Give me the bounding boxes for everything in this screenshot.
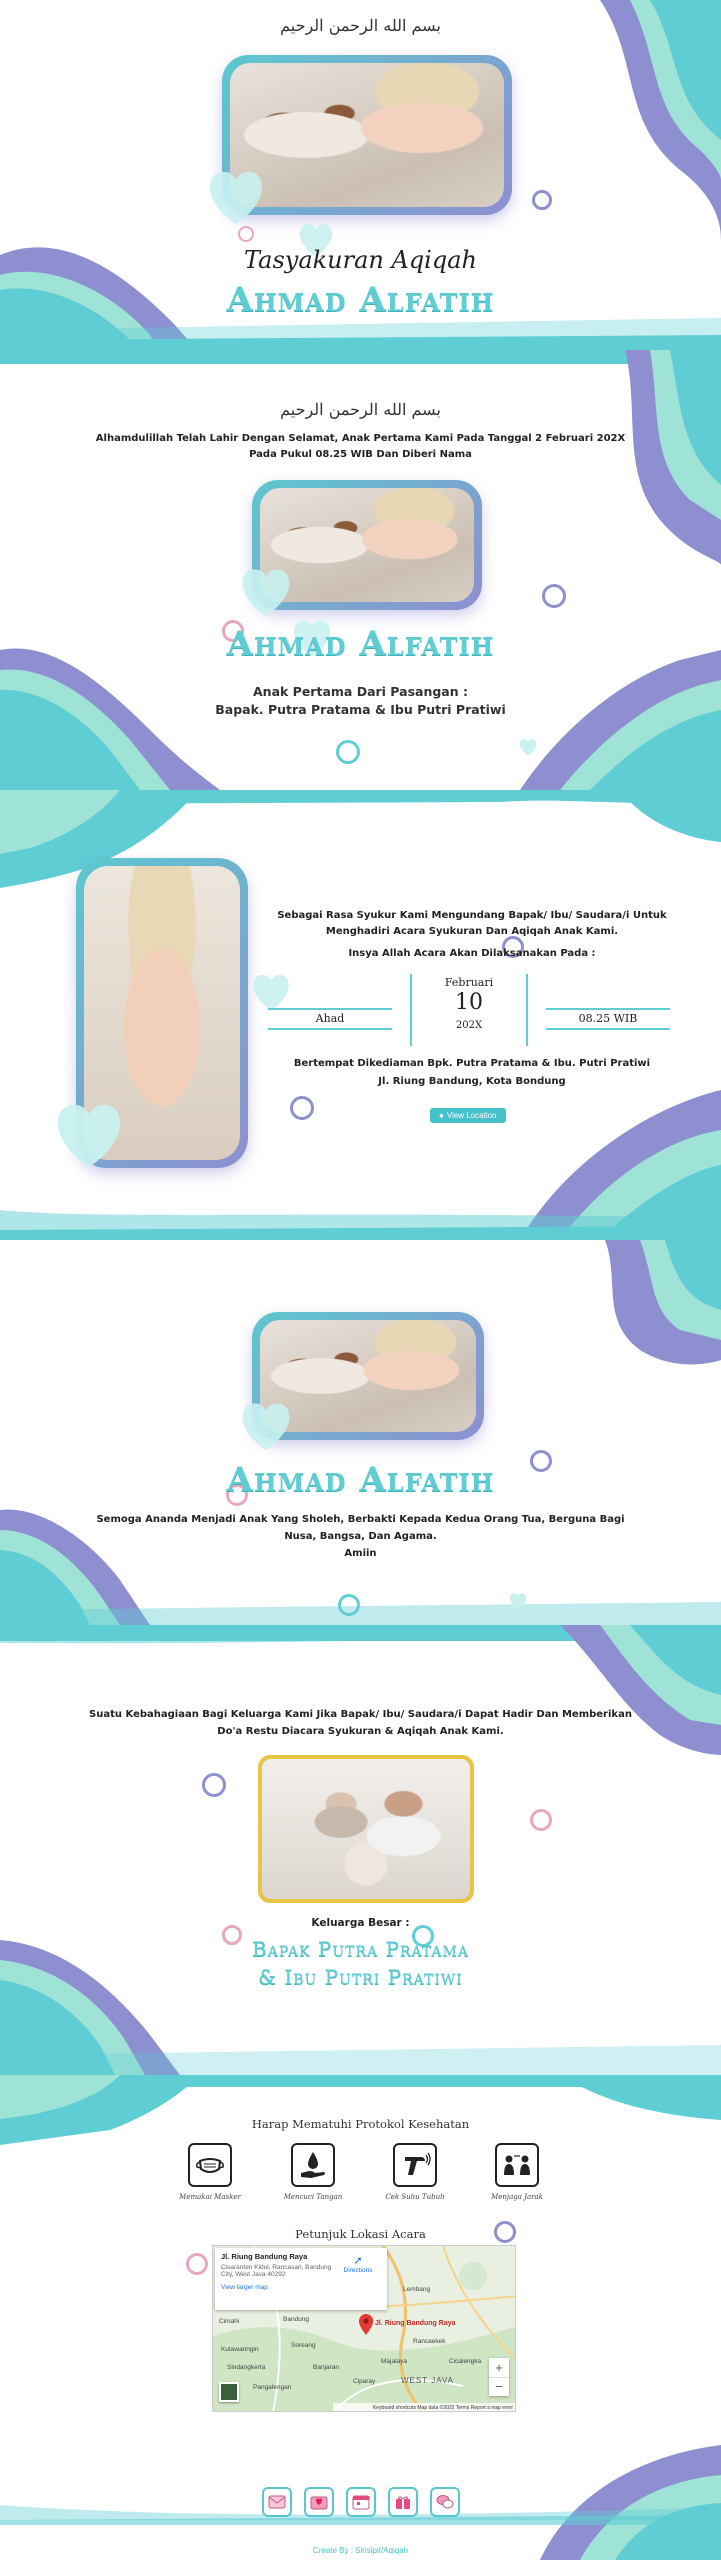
protocol-label-distance: Menjaga Jarak bbox=[491, 2193, 543, 2201]
place-line-2: Jl. Riung Bandung, Kota Bondung bbox=[378, 1076, 566, 1087]
thermometer-icon bbox=[393, 2143, 437, 2187]
bismillah-calligraphy: بسم الله الرحمن الرحيم bbox=[280, 16, 441, 35]
cover-section bbox=[0, 0, 721, 350]
announcement-line-1: Alhamdulillah Telah Lahir Dengan Selamat, Anak Pertama Kami Pada Tanggal 2 Februari 202X bbox=[95, 433, 626, 444]
event-year: 202X bbox=[455, 1020, 483, 1031]
cover-subtitle: Tasyakuran Aqiqah bbox=[243, 246, 477, 274]
mask-icon bbox=[188, 2143, 232, 2187]
chat-icon[interactable] bbox=[430, 2487, 460, 2517]
ring-decoration bbox=[202, 1773, 226, 1797]
map-pin-icon: ● bbox=[439, 1111, 444, 1120]
map-town: Soreang bbox=[291, 2342, 316, 2349]
map-address-line-1: Cisaranten Kidul, Rancasari, Bandung bbox=[221, 2264, 332, 2271]
prayer-amen: Amiin bbox=[344, 1548, 377, 1559]
map-region-label: WEST JAVA bbox=[401, 2376, 455, 2385]
announcement-line-2: Pada Pukul 08.25 WIB Dan Diberi Nama bbox=[249, 449, 472, 460]
ring-decoration bbox=[532, 190, 552, 210]
zoom-out-button[interactable]: − bbox=[489, 2377, 509, 2396]
ring-decoration bbox=[336, 740, 360, 764]
protocol-map-section bbox=[0, 2075, 721, 2560]
prayer-section bbox=[0, 1240, 721, 1625]
heart-icon bbox=[238, 1400, 294, 1452]
bottom-nav bbox=[262, 2487, 460, 2521]
mail-icon[interactable] bbox=[262, 2487, 292, 2517]
map-footer: Keyboard shortcuts Map data ©2022 Terms Report a map error bbox=[333, 2403, 516, 2412]
distance-icon bbox=[495, 2143, 539, 2187]
view-location-label: View Location bbox=[446, 1111, 497, 1120]
map-town: Banjaran bbox=[313, 2364, 340, 2371]
heart-icon bbox=[518, 738, 538, 756]
time-line-top bbox=[546, 1008, 670, 1010]
intro-section bbox=[0, 350, 721, 790]
map-town: Pangalengan bbox=[253, 2384, 292, 2391]
date-divider-right bbox=[526, 974, 528, 1046]
family-photo-frame bbox=[258, 1755, 474, 1903]
baby-photo bbox=[230, 63, 504, 207]
map-place-name: Jl. Riung Bandung Raya bbox=[221, 2252, 308, 2261]
heart-mail-icon[interactable] bbox=[304, 2487, 334, 2517]
zoom-in-button[interactable]: + bbox=[495, 2360, 503, 2375]
parents-label: Anak Pertama Dari Pasangan : bbox=[253, 684, 468, 699]
parents-names: Bapak. Putra Pratama & Ibu Putri Pratiwi bbox=[215, 702, 506, 717]
event-section bbox=[0, 790, 721, 1240]
protocol-label-thermometer: Cek Suhu Tubuh bbox=[385, 2193, 445, 2201]
map-town: Kutawaringin bbox=[221, 2346, 259, 2353]
map-town: Rancaekek bbox=[413, 2338, 446, 2345]
ring-decoration bbox=[338, 1594, 360, 1616]
ring-decoration bbox=[290, 1096, 314, 1120]
embedded-map[interactable] bbox=[212, 2245, 516, 2412]
event-day: Ahad bbox=[315, 1012, 345, 1025]
map-town: Bandung bbox=[283, 2316, 310, 2323]
satellite-toggle[interactable] bbox=[219, 2382, 239, 2402]
map-title: Petunjuk Lokasi Acara bbox=[295, 2227, 426, 2241]
day-line-top bbox=[268, 1008, 392, 1010]
directions-button[interactable] bbox=[335, 2254, 381, 2274]
protocol-title: Harap Mematuhi Protokol Kesehatan bbox=[251, 2117, 470, 2131]
handwash-icon bbox=[291, 2143, 335, 2187]
ring-decoration bbox=[530, 1809, 552, 1831]
family-name-line-2: & Ibu Putri Pratiwi bbox=[258, 1965, 463, 1989]
zoom-controls bbox=[489, 2358, 509, 2396]
map-town: Lembang bbox=[403, 2286, 431, 2293]
event-time: 08.25 WIB bbox=[578, 1012, 638, 1025]
prayer-name: Ahmad Alfatih bbox=[226, 1460, 495, 1500]
ring-decoration bbox=[238, 226, 254, 242]
invite-line-2: Menghadiri Acara Syukuran Dan Aqiqah Anak Kami. bbox=[325, 926, 619, 937]
closing-line-1: Suatu Kebahagiaan Bagi Keluarga Kami Jika Bapak/ Ibu/ Saudara/i Dapat Hadir Dan Memberikan bbox=[89, 1709, 632, 1720]
time-line-bottom bbox=[546, 1028, 670, 1030]
insya-allah-text: Insya Allah Acara Akan Dilaksanakan Pada : bbox=[348, 948, 596, 959]
map-town: Ciparay bbox=[353, 2378, 376, 2385]
prayer-line-2: Nusa, Bangsa, Dan Agama. bbox=[284, 1531, 437, 1542]
view-larger-map-link[interactable]: View larger map bbox=[221, 2284, 268, 2291]
place-line-1: Bertempat Dikediaman Bpk. Putra Pratama & Ibu. Putri Pratiwi bbox=[293, 1058, 651, 1069]
calendar-icon[interactable] bbox=[346, 2487, 376, 2517]
protocol-label-handwash: Mencuci Tangan bbox=[283, 2193, 343, 2201]
map-town: Sindangkerta bbox=[227, 2364, 266, 2371]
closing-line-2: Do'a Restu Diacara Syukuran & Aqiqah Anak Kami. bbox=[217, 1726, 504, 1737]
map-town: Cicalengka bbox=[449, 2358, 482, 2365]
view-location-button[interactable] bbox=[430, 1108, 506, 1123]
directions-label: Directions bbox=[343, 2267, 373, 2274]
map-address-line-2: City, West Java 40292 bbox=[221, 2271, 286, 2278]
gift-icon[interactable] bbox=[388, 2487, 418, 2517]
ring-decoration bbox=[494, 2221, 516, 2243]
heart-icon bbox=[205, 168, 267, 226]
prayer-line-1: Semoga Ananda Menjadi Anak Yang Sholeh, Berbakti Kepada Kedua Orang Tua, Berguna Bagi bbox=[96, 1514, 625, 1525]
heart-icon bbox=[508, 1592, 528, 1610]
protocol-label-mask: Memakai Masker bbox=[179, 2193, 241, 2201]
map-pin-label: Jl. Riung Bandung Raya bbox=[375, 2320, 456, 2327]
bismillah-calligraphy: بسم الله الرحمن الرحيم bbox=[280, 400, 441, 419]
intro-name: Ahmad Alfatih bbox=[226, 624, 495, 664]
footer-credit: Create By : Sirisipit/Aqiqah bbox=[312, 2546, 409, 2555]
invite-line-1: Sebagai Rasa Syukur Kami Mengundang Bapak/ Ibu/ Saudara/i Untuk bbox=[277, 910, 667, 921]
family-label: Keluarga Besar : bbox=[311, 1917, 410, 1929]
map-town: Cimahi bbox=[219, 2318, 240, 2325]
closing-section bbox=[0, 1625, 721, 2075]
map-info-card bbox=[215, 2248, 387, 2310]
heart-icon bbox=[238, 566, 294, 618]
family-name-line-1: Bapak Putra Pratama bbox=[252, 1937, 469, 1961]
heart-icon bbox=[52, 1100, 126, 1170]
event-date: 10 bbox=[455, 990, 483, 1015]
directions-icon: ➚ bbox=[353, 2255, 363, 2267]
map-town: Majalaya bbox=[381, 2358, 408, 2365]
event-month: Februari bbox=[444, 976, 494, 989]
family-photo bbox=[262, 1759, 470, 1899]
ring-decoration bbox=[542, 584, 566, 608]
day-line-bottom bbox=[268, 1028, 392, 1030]
heart-icon bbox=[250, 972, 292, 1012]
ring-decoration bbox=[186, 2253, 208, 2275]
cover-name: Ahmad Alfatih bbox=[226, 280, 495, 320]
map-pin-icon[interactable] bbox=[358, 2314, 374, 2336]
